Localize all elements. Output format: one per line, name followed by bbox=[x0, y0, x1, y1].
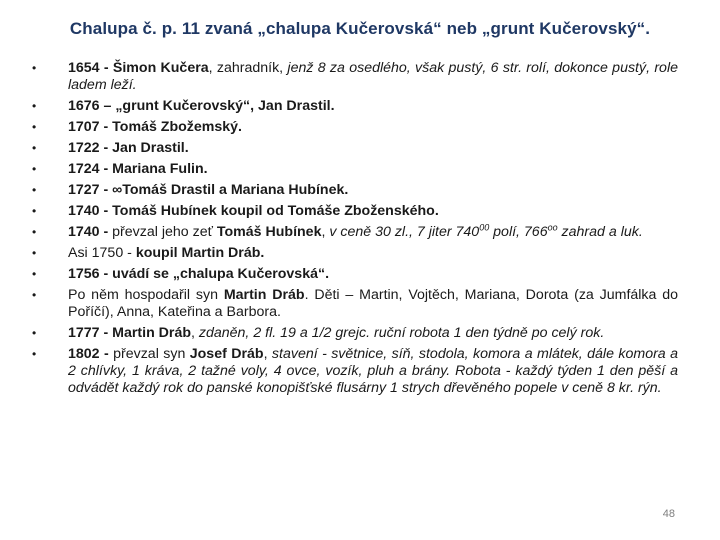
bullet: • bbox=[32, 183, 37, 197]
entry-text: , bbox=[263, 346, 272, 362]
bullet: • bbox=[32, 61, 37, 75]
slide-title: Chalupa č. p. 11 zvaná „chalupa Kučerovská“ neb „grunt Kučerovský“. bbox=[69, 19, 651, 38]
bullet: • bbox=[32, 141, 37, 155]
entry-text: . Děti – Martin, Vojtěch, Mariana, Dorota (za Jumfálka do Poříčí), Anna, Kateřina a Barbora. bbox=[68, 287, 679, 320]
entry-text: , bbox=[191, 325, 199, 341]
bullet: • bbox=[32, 288, 37, 302]
entry-text: 1707 - Tomáš Zbožemský. bbox=[68, 119, 242, 135]
bullet: • bbox=[32, 99, 37, 113]
bullet: • bbox=[32, 347, 37, 361]
entry-text: 1756 - uvádí se „chalupa Kučerovská“. bbox=[68, 266, 330, 282]
entry-text: 1724 - Mariana Fulin. bbox=[68, 161, 208, 177]
entry-text: , bbox=[321, 224, 330, 240]
bullet: • bbox=[32, 120, 37, 134]
entry-text: převzal syn bbox=[113, 346, 190, 362]
bullet: • bbox=[32, 267, 37, 281]
list-item bbox=[32, 119, 678, 136]
bullet: • bbox=[32, 326, 37, 340]
list-item bbox=[32, 98, 678, 115]
list-item bbox=[32, 182, 678, 199]
entry-text: 1777 - Martin Dráb bbox=[68, 325, 191, 341]
entry-text: 1727 - ∞Tomáš Drastil a Mariana Hubínek. bbox=[68, 182, 349, 198]
list-item bbox=[32, 287, 678, 321]
entry-text: Tomáš Hubínek bbox=[216, 224, 322, 240]
list-item bbox=[32, 266, 678, 283]
entry-text: 1802 - bbox=[68, 346, 114, 362]
entry-text: jenž 8 za osedlého, však pustý, 6 str. rolí, dokonce pustý, role ladem leží. bbox=[68, 60, 678, 93]
bullet: • bbox=[32, 246, 37, 260]
bullet: • bbox=[32, 162, 37, 176]
entry-text: 1740 - Tomáš Hubínek koupil od Tomáše Zboženského. bbox=[68, 203, 439, 219]
entry-text: stavení - světnice, síň, stodola, komora a mlátek, dále komora a 2 chlívky, 1 kráva, 2 tažné voly, 4 ovce, vozík, pluh a brány. Robota - každý týden 1 den pěší a odvádět každý rok do panské konopišťské flusárny 1 strych dřevěného popele v ceně 8 kr. rýn. bbox=[68, 346, 678, 396]
entry-text: Martin Dráb bbox=[223, 287, 305, 303]
list-item bbox=[32, 346, 678, 397]
entry-text: zdaněn, 2 fl. 19 a 1/2 grejc. ruční robota 1 den týdně po celý rok. bbox=[198, 325, 605, 341]
entry-text: převzal jeho zeť bbox=[112, 224, 217, 240]
superscript: oo bbox=[547, 222, 558, 233]
list-item bbox=[32, 245, 678, 262]
bullet: • bbox=[32, 225, 37, 239]
entry-text: koupil Martin Dráb. bbox=[135, 245, 265, 261]
entry-text: Josef Dráb bbox=[189, 346, 264, 362]
list-item bbox=[32, 161, 678, 178]
list-item bbox=[32, 325, 678, 342]
entry-text: 1676 – „grunt Kučerovský“, Jan Drastil. bbox=[68, 98, 335, 114]
list-item bbox=[32, 140, 678, 157]
page-number: 48 bbox=[662, 508, 675, 520]
entry-text: zahrad a luk. bbox=[557, 224, 643, 240]
list-item bbox=[32, 60, 678, 94]
entry-text: Asi 1750 - bbox=[68, 245, 136, 261]
entry-text: 1722 - Jan Drastil. bbox=[68, 140, 189, 156]
entry-text: 1654 - Šimon Kučera bbox=[68, 60, 209, 76]
history-list bbox=[32, 60, 678, 401]
entry-text: , zahradník, bbox=[208, 60, 288, 76]
entry-text: polí, 766 bbox=[489, 224, 548, 240]
entry-text: v ceně 30 zl., 7 jiter 740 bbox=[329, 224, 480, 240]
superscript: 00 bbox=[479, 222, 490, 233]
entry-text: 1740 - bbox=[68, 224, 113, 240]
list-item bbox=[32, 224, 678, 241]
entry-text: Po něm hospodařil syn bbox=[68, 287, 224, 303]
bullet: • bbox=[32, 204, 37, 218]
list-item bbox=[32, 203, 678, 220]
